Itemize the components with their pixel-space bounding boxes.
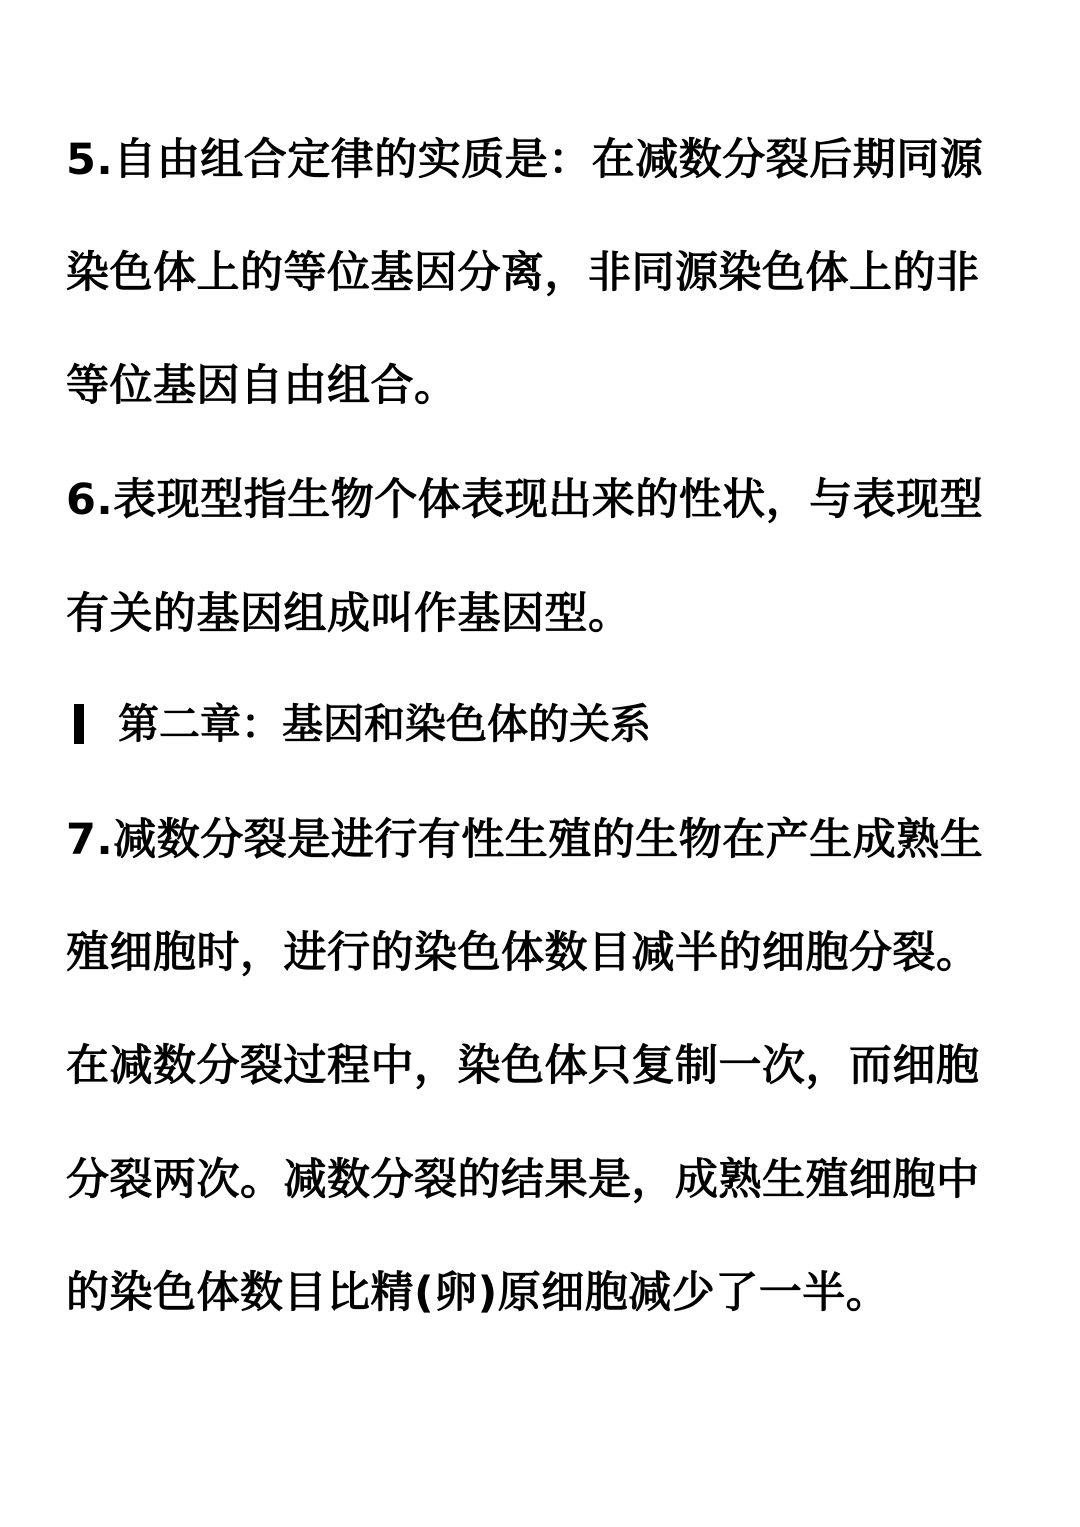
heading-bar-icon [74, 704, 84, 744]
paragraph-7-line-5: 的染色体数目比精(卵)原细胞减少了一半。 [66, 1268, 890, 1318]
paragraph-6-line-1: 6.表现型指生物个体表现出来的性状，与表现型 [66, 475, 984, 525]
paragraph-7-line-1: 7.减数分裂是进行有性生殖的生物在产生成熟生 [66, 815, 984, 865]
chapter-title: 第二章：基因和染色体的关系 [118, 700, 651, 748]
paragraph-5-line-1: 5.自由组合定律的实质是：在减数分裂后期同源 [66, 135, 984, 185]
chapter-heading [66, 694, 1026, 754]
paragraph-5-line-3: 等位基因自由组合。 [66, 361, 458, 411]
paragraph-6-line-2: 有关的基因组成叫作基因型。 [66, 589, 632, 639]
paragraph-7-line-3: 在减数分裂过程中，染色体只复制一次，而细胞 [66, 1041, 980, 1091]
paragraph-5-line-2: 染色体上的等位基因分离，非同源染色体上的非 [66, 248, 980, 298]
paragraph-7-line-2: 殖细胞时，进行的染色体数目减半的细胞分裂。 [66, 928, 980, 978]
paragraph-7-line-4: 分裂两次。减数分裂的结果是，成熟生殖细胞中 [66, 1155, 980, 1205]
